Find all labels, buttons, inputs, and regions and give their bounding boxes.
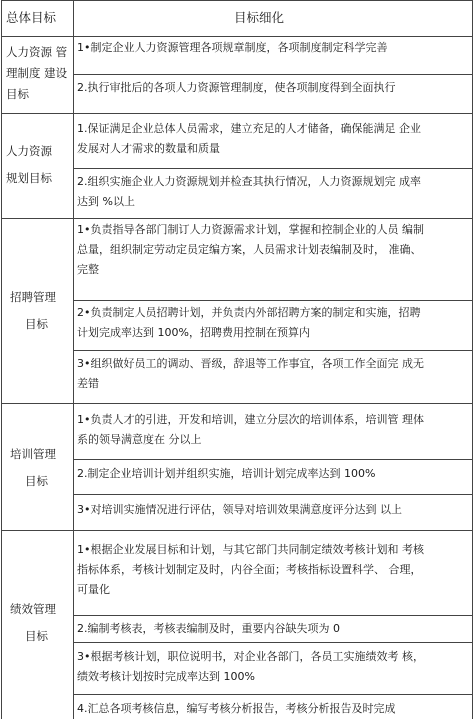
category-recruitment: 招聘管理 目标 — [10, 290, 56, 331]
grid-line — [73, 74, 472, 75]
detail-item: 2.编制考核表，考核表编制及时，重要内谷缺失项为 0 — [77, 622, 340, 635]
detail-item: 4.汇总各项考核信息，编写考核分析报告，考核分析报告及时完成 — [77, 702, 396, 715]
grid-line — [73, 694, 472, 695]
grid-line — [73, 168, 472, 169]
grid-line — [1, 0, 473, 1]
grid-line — [1, 36, 473, 37]
grid-line — [73, 459, 472, 460]
grid-line — [73, 0, 74, 719]
grid-line — [1, 113, 473, 114]
category-performance: 绩效管理 目标 — [10, 602, 56, 643]
detail-item: 1•负责指导各部门制订人力资源需求计划，掌握和控制企业的人员 编制 总量，组织制定劳动定员定编方案，人员需求计划表编制及时， 准确、 完整 — [77, 223, 424, 276]
detail-item: 2.组织实施企业人力资源规划并检查其执行情况，人力资源规划完 成率 达到 %以上 — [77, 175, 421, 208]
grid-line — [1, 218, 473, 219]
detail-item: 2.制定企业培训计划并组织实施，培训计划完成率达到 100% — [77, 467, 376, 480]
grid-line — [1, 403, 473, 404]
header-target-detail: 目标细化 — [234, 10, 285, 25]
detail-item: 3•组织做好员工的调动、晋级，辞退等工作事宜，各项工作全面完 成无 差错 — [77, 357, 424, 390]
grid-line — [73, 642, 472, 643]
grid-line — [73, 300, 472, 301]
detail-item: 2.执行审批后的各项人力资源管理制度，使各项制度得到全面执行 — [77, 81, 396, 94]
grid-line — [73, 350, 472, 351]
grid-line — [73, 494, 472, 495]
detail-item: 1•负责人才的引进，开发和培训，建立分层次的培训体系，培训管 理体 系的领导满意度在 分以上 — [77, 413, 424, 446]
category-hr-planning: 人力资源 规划目标 — [6, 144, 52, 185]
detail-item: 3•对培训实施情况进行评估，领导对培训效果满意度评分达到 以上 — [77, 503, 402, 516]
category-training: 培训管理 目标 — [10, 447, 56, 488]
header-overall-target: 总体目标 — [6, 10, 57, 25]
detail-item: 2•负责制定人员招聘计划，并负责内外部招聘方案的制定和实施，招聘 计划完成率达到 100%，招聘费用控制在预算内 — [77, 306, 421, 339]
grid-line — [73, 615, 472, 616]
detail-item: 1•根据企业发展目标和计划，与其它部门共同制定绩效考核计划和 考核 指标体系，考核计划制定及时，内谷全面；考核指标设置科学、 合理， 可量化 — [77, 543, 424, 596]
detail-item: 1.保证满足企业总体人员需求，建立充足的人才储备，确保能满足 企业 发展对人才需求的数量和质量 — [77, 122, 421, 155]
detail-item: 1•制定企业人力资源管理各项规章制度，各项制度制定科学完善 — [77, 41, 388, 54]
grid-line — [1, 530, 473, 531]
detail-item: 3•根据考核计划，职位说明书，对企业各部门，各员工实施绩效考 核， 绩效考核计划按时完成率达到 100% — [77, 650, 424, 683]
grid-line — [472, 0, 473, 719]
category-hr-system: 人力资源 管 理制度 建设 目标 — [6, 45, 68, 101]
grid-line — [1, 0, 2, 719]
